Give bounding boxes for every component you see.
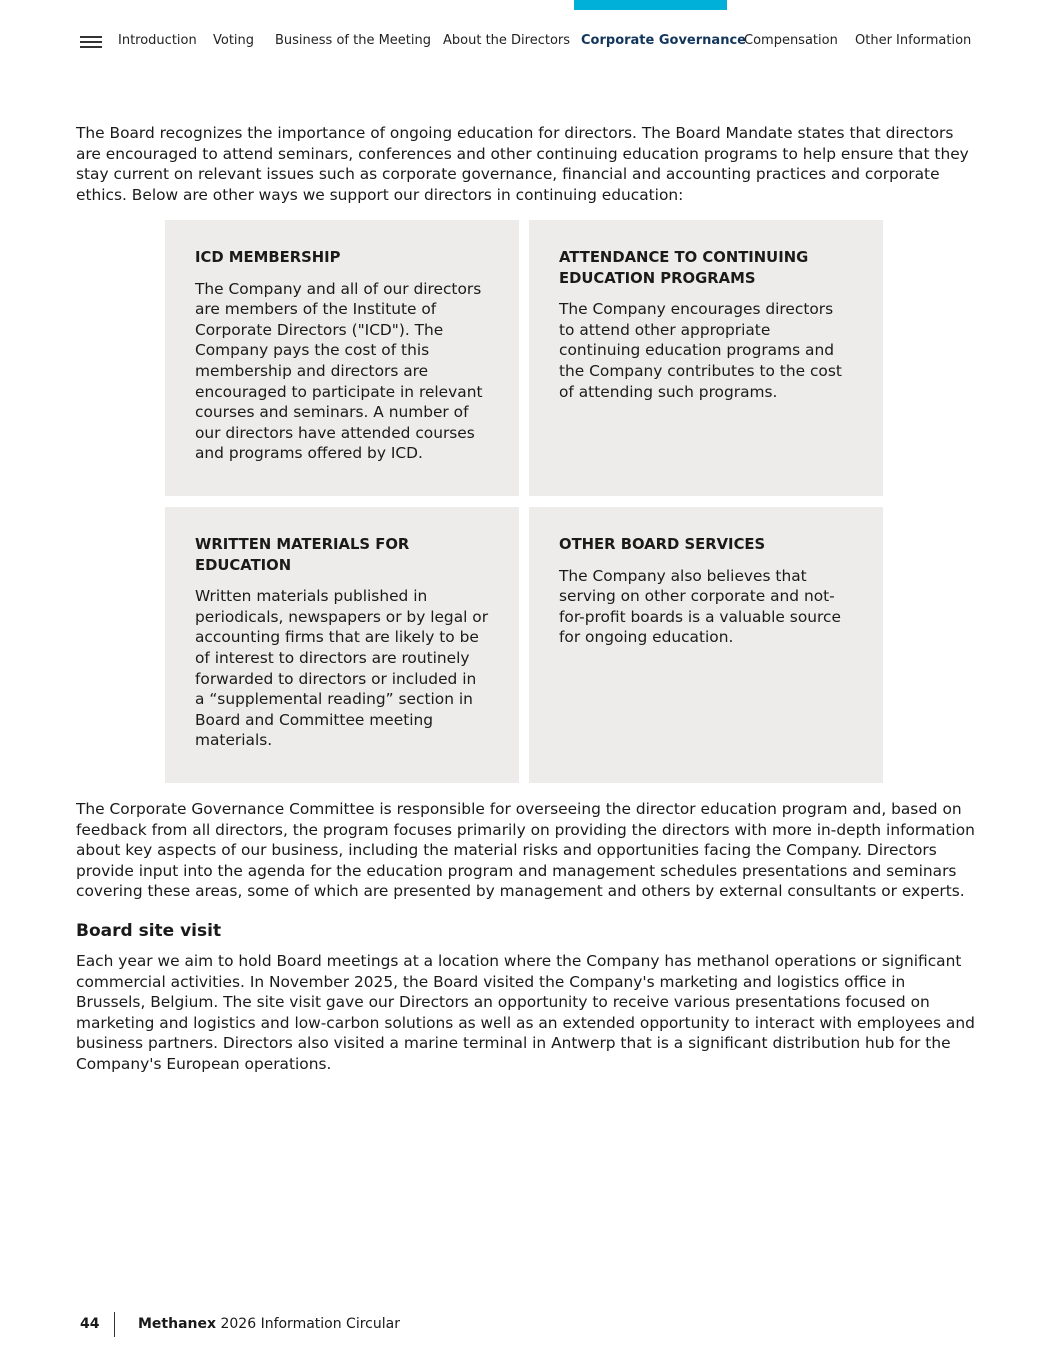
nav-introduction[interactable]: Introduction xyxy=(118,33,197,48)
card-title: ICD MEMBERSHIP xyxy=(195,249,341,266)
nav-compensation[interactable]: Compensation xyxy=(744,33,838,48)
committee-section xyxy=(76,799,976,902)
nav-corporate-governance[interactable]: Corporate Governance xyxy=(581,33,746,48)
site-visit-section xyxy=(76,920,976,1075)
card-title: WRITTEN MATERIALS FOR EDUCATION xyxy=(195,536,410,574)
hamburger-menu-icon[interactable] xyxy=(80,36,102,50)
footer-doc-title: 2026 Information Circular xyxy=(220,1316,400,1332)
card-body: The Company encourages directors to attend other appropriate continuing education programs and the Company contributes to the cost of attending such programs. xyxy=(559,300,842,401)
nav-other-information[interactable]: Other Information xyxy=(855,33,972,48)
nav-about-the-directors[interactable]: About the Directors xyxy=(443,33,571,48)
card-body: The Company also believes that serving on other corporate and not-for-profit boards is a valuable source for ongoing education. xyxy=(559,566,841,647)
site-visit-heading: Board site visit xyxy=(76,921,222,941)
footer-divider xyxy=(114,1312,115,1337)
committee-paragraph: The Corporate Governance Committee is responsible for overseeing the director education program and, based on feedback from all directors, the program focuses primarily on providing the directors with more in-depth information about key aspects of our business, including the material risks and opportunities facing the Company. Directors provide input into the agenda for the education program and management schedules presentations and seminars covering these areas, some of which are presented by management and others by external consultants or experts. xyxy=(76,800,975,901)
top-navigation xyxy=(0,32,1048,52)
active-tab-indicator xyxy=(574,0,727,10)
footer-document-title xyxy=(138,1316,400,1332)
intro-paragraph: The Board recognizes the importance of ongoing education for directors. The Board Mandate states that directors are encouraged to attend seminars, conferences and other continuing education programs to help ensure that they stay current on relevant issues such as corporate governance, financial and accounting practices and corporate ethics. Below are other ways we support our directors in continuing education: xyxy=(76,124,969,204)
card-continuing-education xyxy=(529,220,883,496)
card-written-materials xyxy=(165,507,519,783)
card-body: The Company and all of our directors are members of the Institute of Corporate Directors ("ICD"). The Company pays the cost of this membership and directors are encouraged to participate in relevant courses and seminars. A number of our directors have attended courses and programs offered by ICD. xyxy=(195,279,483,463)
site-visit-paragraph: Each year we aim to hold Board meetings at a location where the Company has methanol operations or significant commercial activities. In November 2025, the Board visited the Company's marketing and logistics office in Brussels, Belgium. The site visit gave our Directors an opportunity to receive various presentations focused on marketing and logistics and low-carbon solutions as well as an extended opportunity to interact with employees and business partners. Directors also visited a marine terminal in Antwerp that is a significant distribution hub for the Company's European operations. xyxy=(76,952,975,1073)
card-title: OTHER BOARD SERVICES xyxy=(559,536,766,553)
card-icd-membership xyxy=(165,220,519,496)
nav-business-of-the-meeting[interactable]: Business of the Meeting xyxy=(275,33,431,48)
nav-voting[interactable]: Voting xyxy=(213,33,255,48)
intro-section xyxy=(76,123,976,205)
card-other-board-services xyxy=(529,507,883,783)
page-number: 44 xyxy=(80,1316,100,1332)
card-title: ATTENDANCE TO CONTINUING EDUCATION PROGRAMS xyxy=(559,249,809,287)
card-body: Written materials published in periodicals, newspapers or by legal or accounting firms that are likely to be of interest to directors are routinely forwarded to directors or included in a “supplemental reading” section in Board and Committee meeting materials. xyxy=(195,587,489,750)
footer-brand: Methanex xyxy=(138,1316,217,1332)
